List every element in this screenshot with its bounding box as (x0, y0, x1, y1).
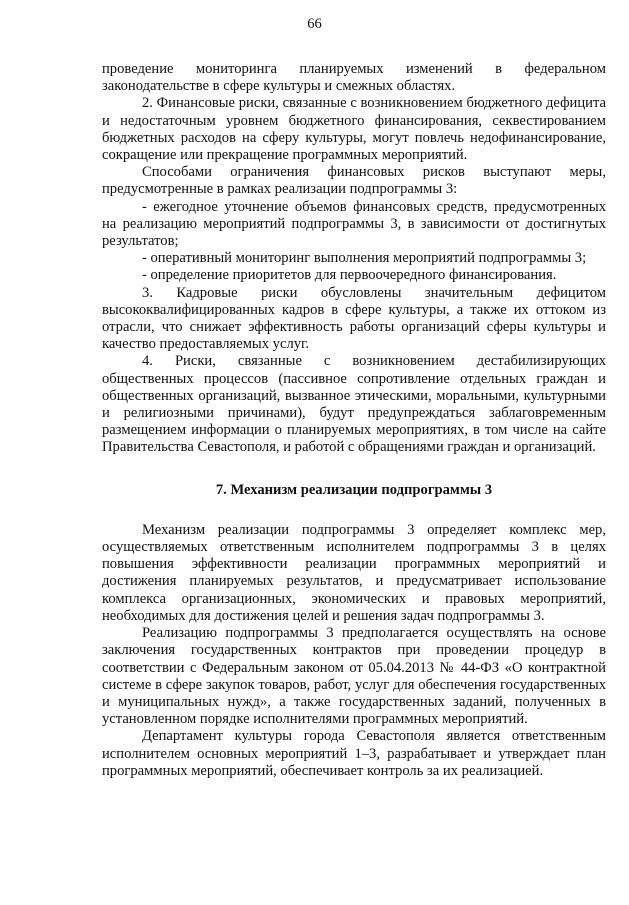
list-item-funding-priorities: - определение приоритетов для первоочередного финансирования. (142, 267, 557, 284)
paragraph-personnel-risks: 3. Кадровые риски обусловлены значительным дефицитом высококвалифицированных кадров в сфере культуры, а также их оттоком из отрасли, что снижает эффективность работы организаций сферы культуры и качество предоставляемых услуг. (102, 284, 606, 353)
document-body (102, 61, 606, 780)
paragraph-financial-risks: 2. Финансовые риски, связанные с возникновением бюджетного дефицита и недостаточным уровнем бюджетного финансирования, секвестированием бюджетных расходов на сферу культуры, могут повлечь недофинансирование, сокращение или прекращение программных мероприятий. (102, 95, 606, 164)
paragraph-financial-risk-measures: Способами ограничения финансовых рисков выступают меры, предусмотренные в рамках реализации подпрограммы 3: (102, 164, 606, 198)
paragraph-responsible-executor: Департамент культуры города Севастополя является ответственным исполнителем основных мероприятий 1–3, разрабатывает и утверждает план программных мероприятий, обеспечивает контроль за их реализацией. (102, 728, 606, 779)
paragraph-social-risks: 4. Риски, связанные с возникновением дестабилизирующих общественных процессов (пассивное сопротивление отдельных граждан и общественных организаций, вызванное этическими, моральными, культурными и религиозными причинами), будут предупреждаться заблаговременным размещением информации о планируемых мероприятиях, в том числе на сайте Правительства Севастополя, и работой с обращениями граждан и организаций. (102, 353, 606, 456)
section-title: 7. Механизм реализации подпрограммы 3 (215, 481, 493, 498)
paragraph-state-contracts: Реализацию подпрограммы 3 предполагается осуществлять на основе заключения государственных контрактов при проведении процедур в соответствии с Федеральным законом от 05.04.2013 № 44-ФЗ «О контрактной системе в сфере закупок товаров, работ, услуг для обеспечения государственных и муниципальных нужд», а также государственных заданий, полученных в установленном порядке исполнителями программных мероприятий. (102, 625, 606, 728)
paragraph-monitoring-continuation: проведение мониторинга планируемых изменений в федеральном законодательстве в сфере культуры и смежных областях. (102, 61, 606, 95)
list-item-operational-monitoring: - оперативный мониторинг выполнения мероприятий подпрограммы 3; (142, 250, 587, 267)
paragraph-implementation-mechanism: Механизм реализации подпрограммы 3 определяет комплекс мер, осуществляемых ответственным исполнителем подпрограммы 3 в целях повышения эффективности реализации программных мероприятий и достижения планируемых результатов, и предусматривает использование комплекса организационных, экономических и правовых мероприятий, необходимых для достижения целей и решения задач подпрограммы 3. (102, 521, 606, 624)
page-number: 66 (307, 16, 322, 32)
list-item-annual-funding-update: - ежегодное уточнение объемов финансовых средств, предусмотренных на реализацию мероприятий подпрограммы 3, в зависимости от достигнутых результатов; (102, 198, 606, 250)
